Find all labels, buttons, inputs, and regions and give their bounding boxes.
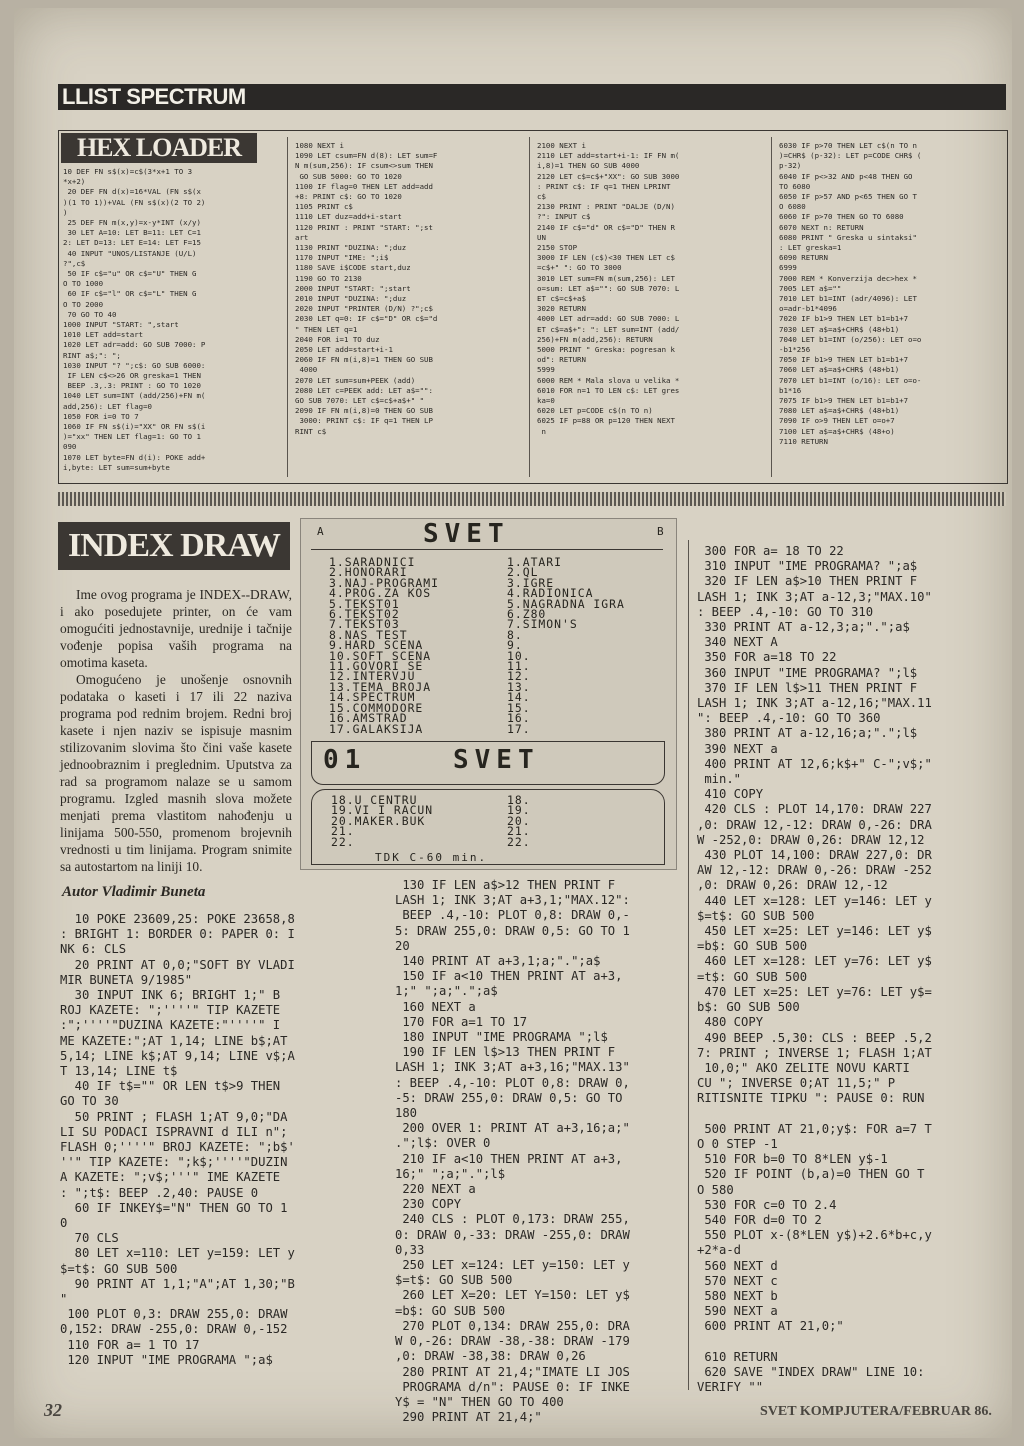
hex-loader-title: HEX LOADER xyxy=(61,133,257,163)
hex-loader-col-4: 6030 IF p>70 THEN LET c$(n TO n )=CHR$ (p-32): LET p=CODE CHR$ ( p-32) 6040 IF p<>32 AND p<48 THEN GO TO 6080 6050 IF p>57 AND p<65 THEN GO T O 6080 6060 IF p>70 THEN GO TO 6080 6070 NEXT n: RETURN 6080 PRINT " Greska u sintaksi" : LET greska=1 6090 RETURN 6999 7000 REM * Konverzija dec>hex * 7005 LET a$="" 7010 LET b1=INT (adr/4096): LET o=adr-b1*4096 7020 IF b1>9 THEN LET b1=b1+7 7030 LET a$=a$+CHR$ (48+b1) 7040 LET b1=INT (o/256): LET o=o -b1*256 7050 IF b1>9 THEN LET b1=b1+7 7060 LET a$=a$+CHR$ (48+b1) 7070 LET b1=INT (o/16): LET o=o- b1*16 7075 IF b1>9 THEN LET b1=b1+7 7080 LET a$=a$+CHR$ (48+b1) 7090 IF o>9 THEN LET o=o+7 7100 LET a$=a$+CHR$ (48+o) 7110 RETURN xyxy=(779,141,922,446)
printout-list2-right: 18. 19. 20. 21. 22. xyxy=(507,793,531,849)
hex-loader-box xyxy=(58,130,1008,484)
printout-title-1: SVET xyxy=(423,519,510,549)
index-draw-title: INDEX DRAW xyxy=(58,522,290,570)
intro-paragraph-2: Omogućeno je unošenje osnovnih podataka o kaseti i 17 ili 22 naziva programa pod rednim brojem. Redni broj kasete i njen naziv se ispisuje masnim stilizovanim slovima što čini vaše kasete jednoobraznim i preglednim. Uputstva za rad sa programom nalaze se u samom programu. Izgled masnih slova možete menjati prema vlastitom nahođenju u linijama 500-550, promenom brojevnih vrednosti u tim linijama. Program snimite sa autostartom na liniji 10. xyxy=(60,672,292,874)
printout-number: 01 xyxy=(323,745,367,775)
printout-tape-label: TDK C-60 min. xyxy=(375,851,488,864)
index-draw-intro xyxy=(60,586,292,875)
title-frame-1 xyxy=(311,549,663,550)
hex-loader-col-2: 1080 NEXT i 1090 LET csum=FN d(8): LET sum=F N m(sum,256): IF csum<>sum THEN GO SUB 5000: GO TO 1020 1100 IF flag=0 THEN LET add=add +8: PRINT c$: GO TO 1020 1105 PRINT c$ 1110 LET duz=add+i-start 1120 PRINT : PRINT "START: ";st art 1130 PRINT "DUZINA: ";duz 1170 INPUT "IME: ";i$ 1180 SAVE i$CODE start,duz 1190 GO TO 2130 2000 INPUT "START: ";start 2010 INPUT "DUZINA: ";duz 2020 INPUT "PRINTER (D/N) ?";c$ 2030 LET q=0: IF c$="D" OR c$="d " THEN LET q=1 2040 FOR i=1 TO duz 2050 LET add=start+i-1 2060 IF FN m(i,8)=1 THEN GO SUB 4000 2070 LET sum=sum+PEEK (add) 2080 LET c=PEEK add: LET a$="": GO SUB 7070: LET c$=c$+a$+" " 2090 IF FN m(i,8)=0 THEN GO SUB 3000: PRINT c$: IF q=1 THEN LP RINT c$ xyxy=(295,141,438,436)
intro-paragraph-1: Ime ovog programa je INDEX--DRAW, i ako posedujete printer, on će vam omogućiti jednostavnije, urednije i tačnije vođenje popisa vaših programa na omotima kaseta. xyxy=(60,587,292,670)
column-divider xyxy=(688,540,689,1390)
printout-screen xyxy=(300,518,677,870)
printout-title-2: SVET xyxy=(453,745,540,775)
hex-loader-col-3: 2100 NEXT i 2110 LET add=start+i-1: IF FN m( i,8)=1 THEN GO SUB 4000 2120 LET c$=c$+"XX": GO SUB 3000 : PRINT c$: IF q=1 THEN LPRINT c$ 2130 PRINT : PRINT "DALJE (D/N) ?": INPUT c$ 2140 IF c$="d" OR c$="D" THEN R UN 2150 STOP 3000 IF LEN (c$)<30 THEN LET c$ =c$+" ": GO TO 3000 3010 LET sum=FN m(sum,256): LET o=sum: LET a$="": GO SUB 7070: L ET c$=c$+a$ 3020 RETURN 4000 LET adr=add: GO SUB 7000: L ET c$=a$+": ": LET sum=INT (add/ 256)+FN m(add,256): RETURN 5000 PRINT " Greska: pogresan k od": RETURN 5999 6000 REM * Mala slova u velika * 6010 FOR n=1 TO LEN c$: LET gres ka=0 6020 LET p=CODE c$(n TO n) 6025 IF p=88 OR p=120 THEN NEXT n xyxy=(537,141,680,436)
listing-middle: 130 IF LEN a$>12 THEN PRINT F LASH 1; INK 3;AT a+3,1;"MAX.12": BEEP .4,-10: PLOT 0,8: DRAW 0,- 5: DRAW 255,0: DRAW 0,5: GO TO 1 20 140 PRINT AT a+3,1;a;".";a$ 150 IF a<10 THEN PRINT AT a+3, 1;" ";a;".";a$ 160 NEXT a 170 FOR a=1 TO 17 180 INPUT "IME PROGRAMA ";l$ 190 IF LEN l$>13 THEN PRINT F LASH 1; INK 3;AT a+3,16;"MAX.13" : BEEP .4,-10: PLOT 0,8: DRAW 0, -5: DRAW 255,0: DRAW 0,5: GO TO 180 200 OVER 1: PRINT AT a+3,16;a;" .";l$: OVER 0 210 IF a<10 THEN PRINT AT a+3, 16;" ";a;".";l$ 220 NEXT a 230 COPY 240 CLS : PLOT 0,173: DRAW 255, 0: DRAW 0,-33: DRAW -255,0: DRAW 0,33 250 LET x=124: LET y=150: LET y $=t$: GO SUB 500 260 LET X=20: LET Y=150: LET y$ =b$: GO SUB 500 270 PLOT 0,134: DRAW 255,0: DRA W 0,-26: DRAW -38,-38: DRAW -179 ,0: DRAW -38,38: DRAW 0,26 280 PRINT AT 21,4;"IMATE LI JOS PROGRAMA d/n": PAUSE 0: IF INKE Y$ = "N" THEN GO TO 400 290 PRINT AT 21,4;" xyxy=(395,878,630,1425)
section-header-title: LLIST SPECTRUM xyxy=(62,84,246,109)
printout-list-right: 1.ATARI 2.QL 3.IGRE 4.RADIONICA 5.NAGRADNA IGRA 6.Z80 7.SIMON'S 8. 9. 10. 11. 12. 13. 14. 15. 16. 17. xyxy=(507,555,625,736)
footer-magazine: SVET KOMPJUTERA/FEBRUAR 86. xyxy=(760,1404,992,1419)
page-number: 32 xyxy=(44,1400,62,1420)
corner-label-a: A xyxy=(317,525,324,538)
listing-right: 300 FOR a= 18 TO 22 310 INPUT "IME PROGRAMA? ";a$ 320 IF LEN a$>10 THEN PRINT F LASH 1; INK 3;AT a-12,3;"MAX.10" : BEEP .4,-10: GO TO 310 330 PRINT AT a-12,3;a;".";a$ 340 NEXT A 350 FOR a=18 TO 22 360 INPUT "IME PROGRAMA? ";l$ 370 IF LEN l$>11 THEN PRINT F LASH 1; INK 3;AT a-12,16;"MAX.11 ": BEEP .4,-10: GO TO 360 380 PRINT AT a-12,16;a;".";l$ 390 NEXT a 400 PRINT AT 12,6;k$+" C-";v$;" min." 410 COPY 420 CLS : PLOT 14,170: DRAW 227 ,0: DRAW 12,-12: DRAW 0,-26: DRA W -252,0: DRAW 0,26: DRAW 12,12 430 PLOT 14,100: DRAW 227,0: DR AW 12,-12: DRAW 0,-26: DRAW -252 ,0: DRAW 0,26: DRAW 12,-12 440 LET x=128: LET y=146: LET y $=t$: GO SUB 500 450 LET x=25: LET y=146: LET y$ =b$: GO SUB 500 460 LET x=128: LET y=76: LET y$ =t$: GO SUB 500 470 LET x=25: LET y=76: LET y$= b$: GO SUB 500 480 COPY 490 BEEP .5,30: CLS : BEEP .5,2 7: PRINT ; INVERSE 1; FLASH 1;AT 10,0;" AKO ZELITE NOVU KARTI CU "; INVERSE 0;AT 11,5;" P RITISNITE TIPKU ": PAUSE 0: RUN 500 PRINT AT 21,0;y$: FOR a=7 T O 0 STEP -1 510 FOR b=0 TO 8*LEN y$-1 520 IF POINT (b,a)=0 THEN GO T O 580 530 FOR c=0 TO 2.4 540 FOR d=0 TO 2 550 PLOT x-(8*LEN y$)+2.6*b+c,y +2*a-d 560 NEXT d 570 NEXT c 580 NEXT b 590 NEXT a 600 PRINT AT 21,0;" 610 RETURN 620 SAVE "INDEX DRAW" LINE 10: VERIFY "" xyxy=(697,544,932,1395)
section-separator-stripe xyxy=(58,492,1006,506)
corner-label-b: B xyxy=(657,525,664,538)
printout-list-left: 1.SARADNICI 2.HONORARI 3.NAJ-PROGRAMI 4.PROG.ZA KOS 5.TEKST01 6.TEKST02 7.TEKST03 8.NAS TEST 9.HARD SCENA 10.SOFT SCENA 11.GOVORI SE 12.INTERVJU 13.TEMA BROJA 14.SPECTRUM 15.COMMODORE 16.AMSTRAD 17.GALAKSIJA xyxy=(329,555,440,736)
printout-list2-left: 18.U CENTRU 19.VI I RACUN 20.MAKER.BUK 21. 22. xyxy=(331,793,434,849)
column-divider xyxy=(529,137,530,477)
column-divider xyxy=(771,137,772,477)
listing-left: 10 POKE 23609,25: POKE 23658,8 : BRIGHT 1: BORDER 0: PAPER 0: I NK 6: CLS 20 PRINT AT 0,0;"SOFT BY VLADI MIR BUNETA 9/1985" 30 INPUT INK 6; BRIGHT 1;" B ROJ KAZETE: ";''''" TIP KAZETE :";''''"DUZINA KAZETE:"''''" I ME KAZETE:";AT 1,14; LINE b$;AT 5,14; LINE k$;AT 9,14; LINE v$;A T 13,14; LINE t$ 40 IF t$="" OR LEN t$>9 THEN GO TO 30 50 PRINT ; FLASH 1;AT 9,0;"DA LI SU PODACI ISPRAVNI d ILI n"; FLASH 0;''''" BROJ KAZETE: ";b$' ''" TIP KAZETE: ";k$;''''"DUZIN A KAZETE: ";v$;'''" IME KAZETE : ";t$: BEEP .2,40: PAUSE 0 60 IF INKEY$="N" THEN GO TO 1 0 70 CLS 80 LET x=110: LET y=159: LET y $=t$: GO SUB 500 90 PRINT AT 1,1;"A";AT 1,30;"B " 100 PLOT 0,3: DRAW 255,0: DRAW 0,152: DRAW -255,0: DRAW 0,-152 110 FOR a= 1 TO 17 120 INPUT "IME PROGRAMA ";a$ xyxy=(60,912,295,1367)
hex-loader-col-1: 10 DEF FN s$(x)=c$(3*x+1 TO 3 *x+2) 20 DEF FN d(x)=16*VAL (FN s$(x )(1 TO 1))+VAL (FN s$(x)(2 TO 2) ) 25 DEF FN m(x,y)=x-y*INT (x/y) 30 LET A=10: LET B=11: LET C=1 2: LET D=13: LET E=14: LET F=15 40 INPUT "UNOS/LISTANJE (U/L) ?",c$ 50 IF c$="u" OR c$="U" THEN G O TO 1000 60 IF c$="l" OR c$="L" THEN G O TO 2000 70 GO TO 40 1000 INPUT "START: ",start 1010 LET add=start 1020 LET adr=add: GO SUB 7000: P RINT a$;": "; 1030 INPUT "? ";c$: GO SUB 6000: IF LEN c$<>26 OR greska=1 THEN BEEP .3,.3: PRINT : GO TO 1020 1040 LET sum=INT (add/256)+FN m( add,256): LET flag=0 1050 FOR i=0 TO 7 1060 IF FN s$(i)="XX" OR FN s$(i )="xx" THEN LET flag=1: GO TO 1 090 1070 LET byte=FN d(i): POKE add+ i,byte: LET sum=sum+byte xyxy=(63,167,206,472)
column-divider xyxy=(287,137,288,477)
author-line: Autor Vladimir Buneta xyxy=(62,884,206,900)
